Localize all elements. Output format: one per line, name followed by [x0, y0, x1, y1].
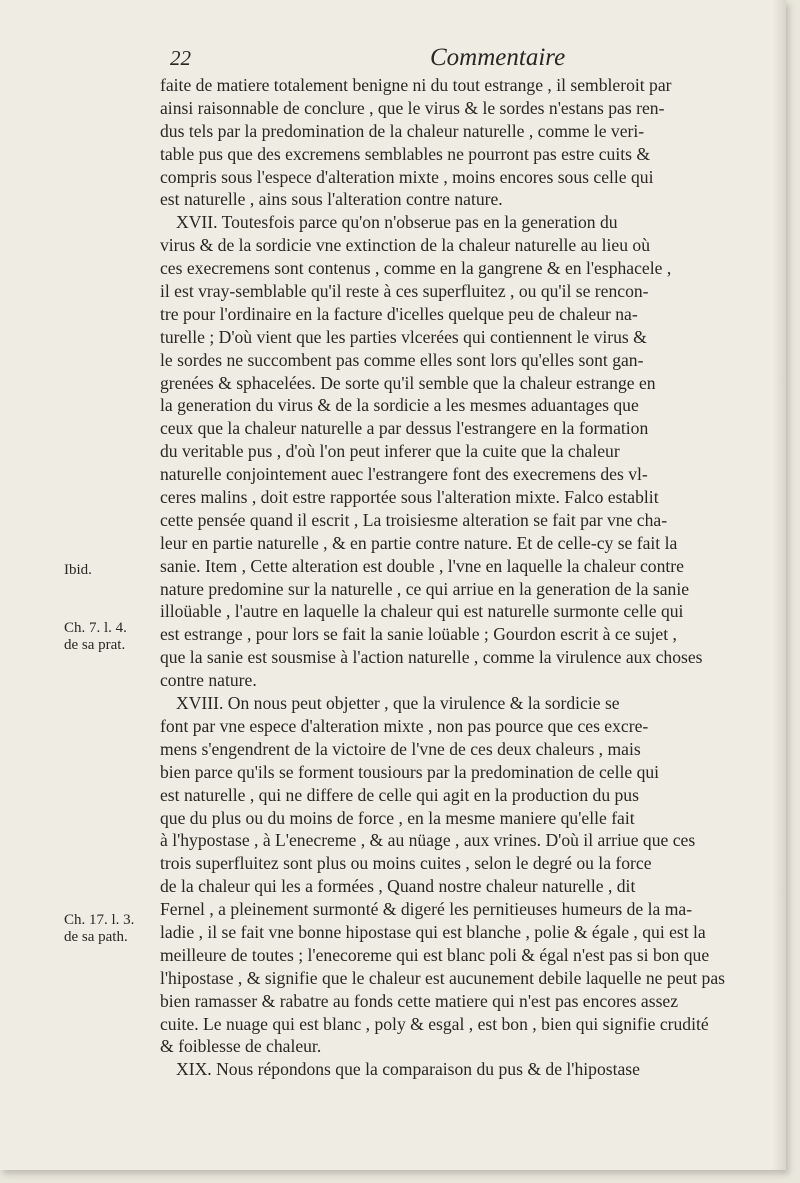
text-line: meilleure de toutes ; l'enecoreme qui est blanc poli & égal n'est pas si bon que: [160, 944, 710, 965]
text-line: XIX. Nous répondons que la comparaison du pus & de l'hipostase: [176, 1059, 640, 1080]
text-line: dus tels par la predomination de la chaleur naturelle , comme le veri-: [160, 120, 645, 141]
text-line: que la sanie est sousmise à l'action naturelle , comme la virulence aux choses: [160, 647, 703, 668]
page-number: 22: [170, 46, 191, 70]
text-line: du veritable pus , d'où l'on peut inferer que la cuite que la chaleur: [160, 441, 620, 462]
text-line: nature predomine sur la naturelle , ce qui arriue en la generation de la sanie: [160, 578, 690, 599]
text-line: tre pour l'ordinaire en la facture d'icelles quelque peu de chaleur na-: [160, 303, 638, 324]
text-line: que du plus ou du moins de force , en la mesme maniere qu'elle fait: [160, 807, 635, 828]
text-line: cette pensée quand il escrit , La troisiesme alteration se fait par vne cha-: [160, 509, 668, 530]
text-line: sanie. Item , Cette alteration est double , l'vne en laquelle la chaleur contre: [160, 555, 684, 576]
text-line: XVII. Toutesfois parce qu'on n'obserue pas en la generation du: [176, 212, 618, 233]
text-line: leur en partie naturelle , & en partie contre nature. Et de celle-cy se fait la: [160, 532, 678, 553]
text-line: naturelle conjointement auec l'estrangere font des execremens des vl-: [160, 464, 648, 485]
text-line: il est vray-semblable qu'il reste à ces superfluitez , ou qu'il se rencon-: [160, 281, 649, 302]
page-header: [170, 44, 756, 74]
text-line: le sordes ne succombent pas comme elles sont lors qu'elles sont gan-: [160, 349, 644, 370]
text-line: est naturelle , ains sous l'alteration contre nature.: [160, 189, 503, 210]
text-line: bien parce qu'ils se forment tousiours par la predomination de celle qui: [160, 761, 660, 782]
text-line: font par vne espece d'alteration mixte , non pas pource que ces excre-: [160, 715, 649, 736]
text-line: est naturelle , qui ne differe de celle qui agit en la production du pus: [160, 784, 639, 805]
running-head: Commentaire: [430, 44, 566, 71]
text-line: compris sous l'espece d'alteration mixte , moins encores sous celle qui: [160, 166, 654, 187]
text-line: de la chaleur qui les a formées , Quand nostre chaleur naturelle , dit: [160, 876, 636, 897]
text-line: est estrange , pour lors se fait la sanie loüable ; Gourdon escrit à ce sujet ,: [160, 624, 677, 645]
text-line: ces execremens sont contenus , comme en la gangrene & en l'esphacele ,: [160, 258, 672, 279]
text-line: ainsi raisonnable de conclure , que le virus & le sordes n'estans pas ren-: [160, 97, 665, 118]
text-line: mens s'engendrent de la victoire de l'vne de ces deux chaleurs , mais: [160, 738, 641, 759]
margin-note: Ch. 17. l. 3. de sa path.: [64, 912, 135, 945]
text-line: contre nature.: [160, 670, 257, 691]
text-line: ladie , il se fait vne bonne hipostase qui est blanche , polie & égale , qui est la: [160, 921, 706, 942]
text-line: à l'hypostase , à L'enecreme , & au nüage , aux vrines. D'où il arriue que ces: [160, 830, 696, 851]
text-line: table pus que des excremens semblables ne pourront pas estre cuits &: [160, 143, 651, 164]
text-line: la generation du virus & de la sordicie a les mesmes aduantages que: [160, 395, 639, 416]
text-line: l'hipostase , & signifie que le chaleur est aucunement debile laquelle ne peut pas: [160, 967, 726, 988]
text-line: bien ramasser & rabatre au fonds cette matiere qui n'est pas encores assez: [160, 990, 679, 1011]
text-line: virus & de la sordicie vne extinction de la chaleur naturelle au lieu où: [160, 235, 651, 256]
text-line: Fernel , a pleinement surmonté & digeré les pernitieuses humeurs de la ma-: [160, 899, 693, 920]
margin-note: Ibid.: [64, 562, 92, 578]
text-line: XVIII. On nous peut objetter , que la virulence & la sordicie se: [176, 693, 620, 714]
text-line: faite de matiere totalement benigne ni du tout estrange , il sembleroit par: [160, 75, 672, 95]
text-line: turelle ; D'où vient que les parties vlcerées qui contiennent le virus &: [160, 326, 647, 347]
body-text: [160, 74, 786, 1081]
text-line: grenées & sphacelées. De sorte qu'il semble que la chaleur estrange en: [160, 372, 656, 393]
text-line: ceres malins , doit estre rapportée sous l'alteration mixte. Falco establit: [160, 487, 659, 508]
text-line: illoüable , l'autre en laquelle la chaleur qui est naturelle surmonte celle qui: [160, 601, 684, 622]
text-line: trois superfluitez sont plus ou moins cuites , selon le degré ou la force: [160, 853, 652, 874]
text-line: ceux que la chaleur naturelle a par dessus l'estrangere en la formation: [160, 418, 649, 439]
margin-note: Ch. 7. l. 4. de sa prat.: [64, 620, 127, 653]
text-line: & foiblesse de chaleur.: [160, 1036, 322, 1057]
text-line: cuite. Le nuage qui est blanc , poly & esgal , est bon , bien qui signifie crudité: [160, 1013, 709, 1034]
